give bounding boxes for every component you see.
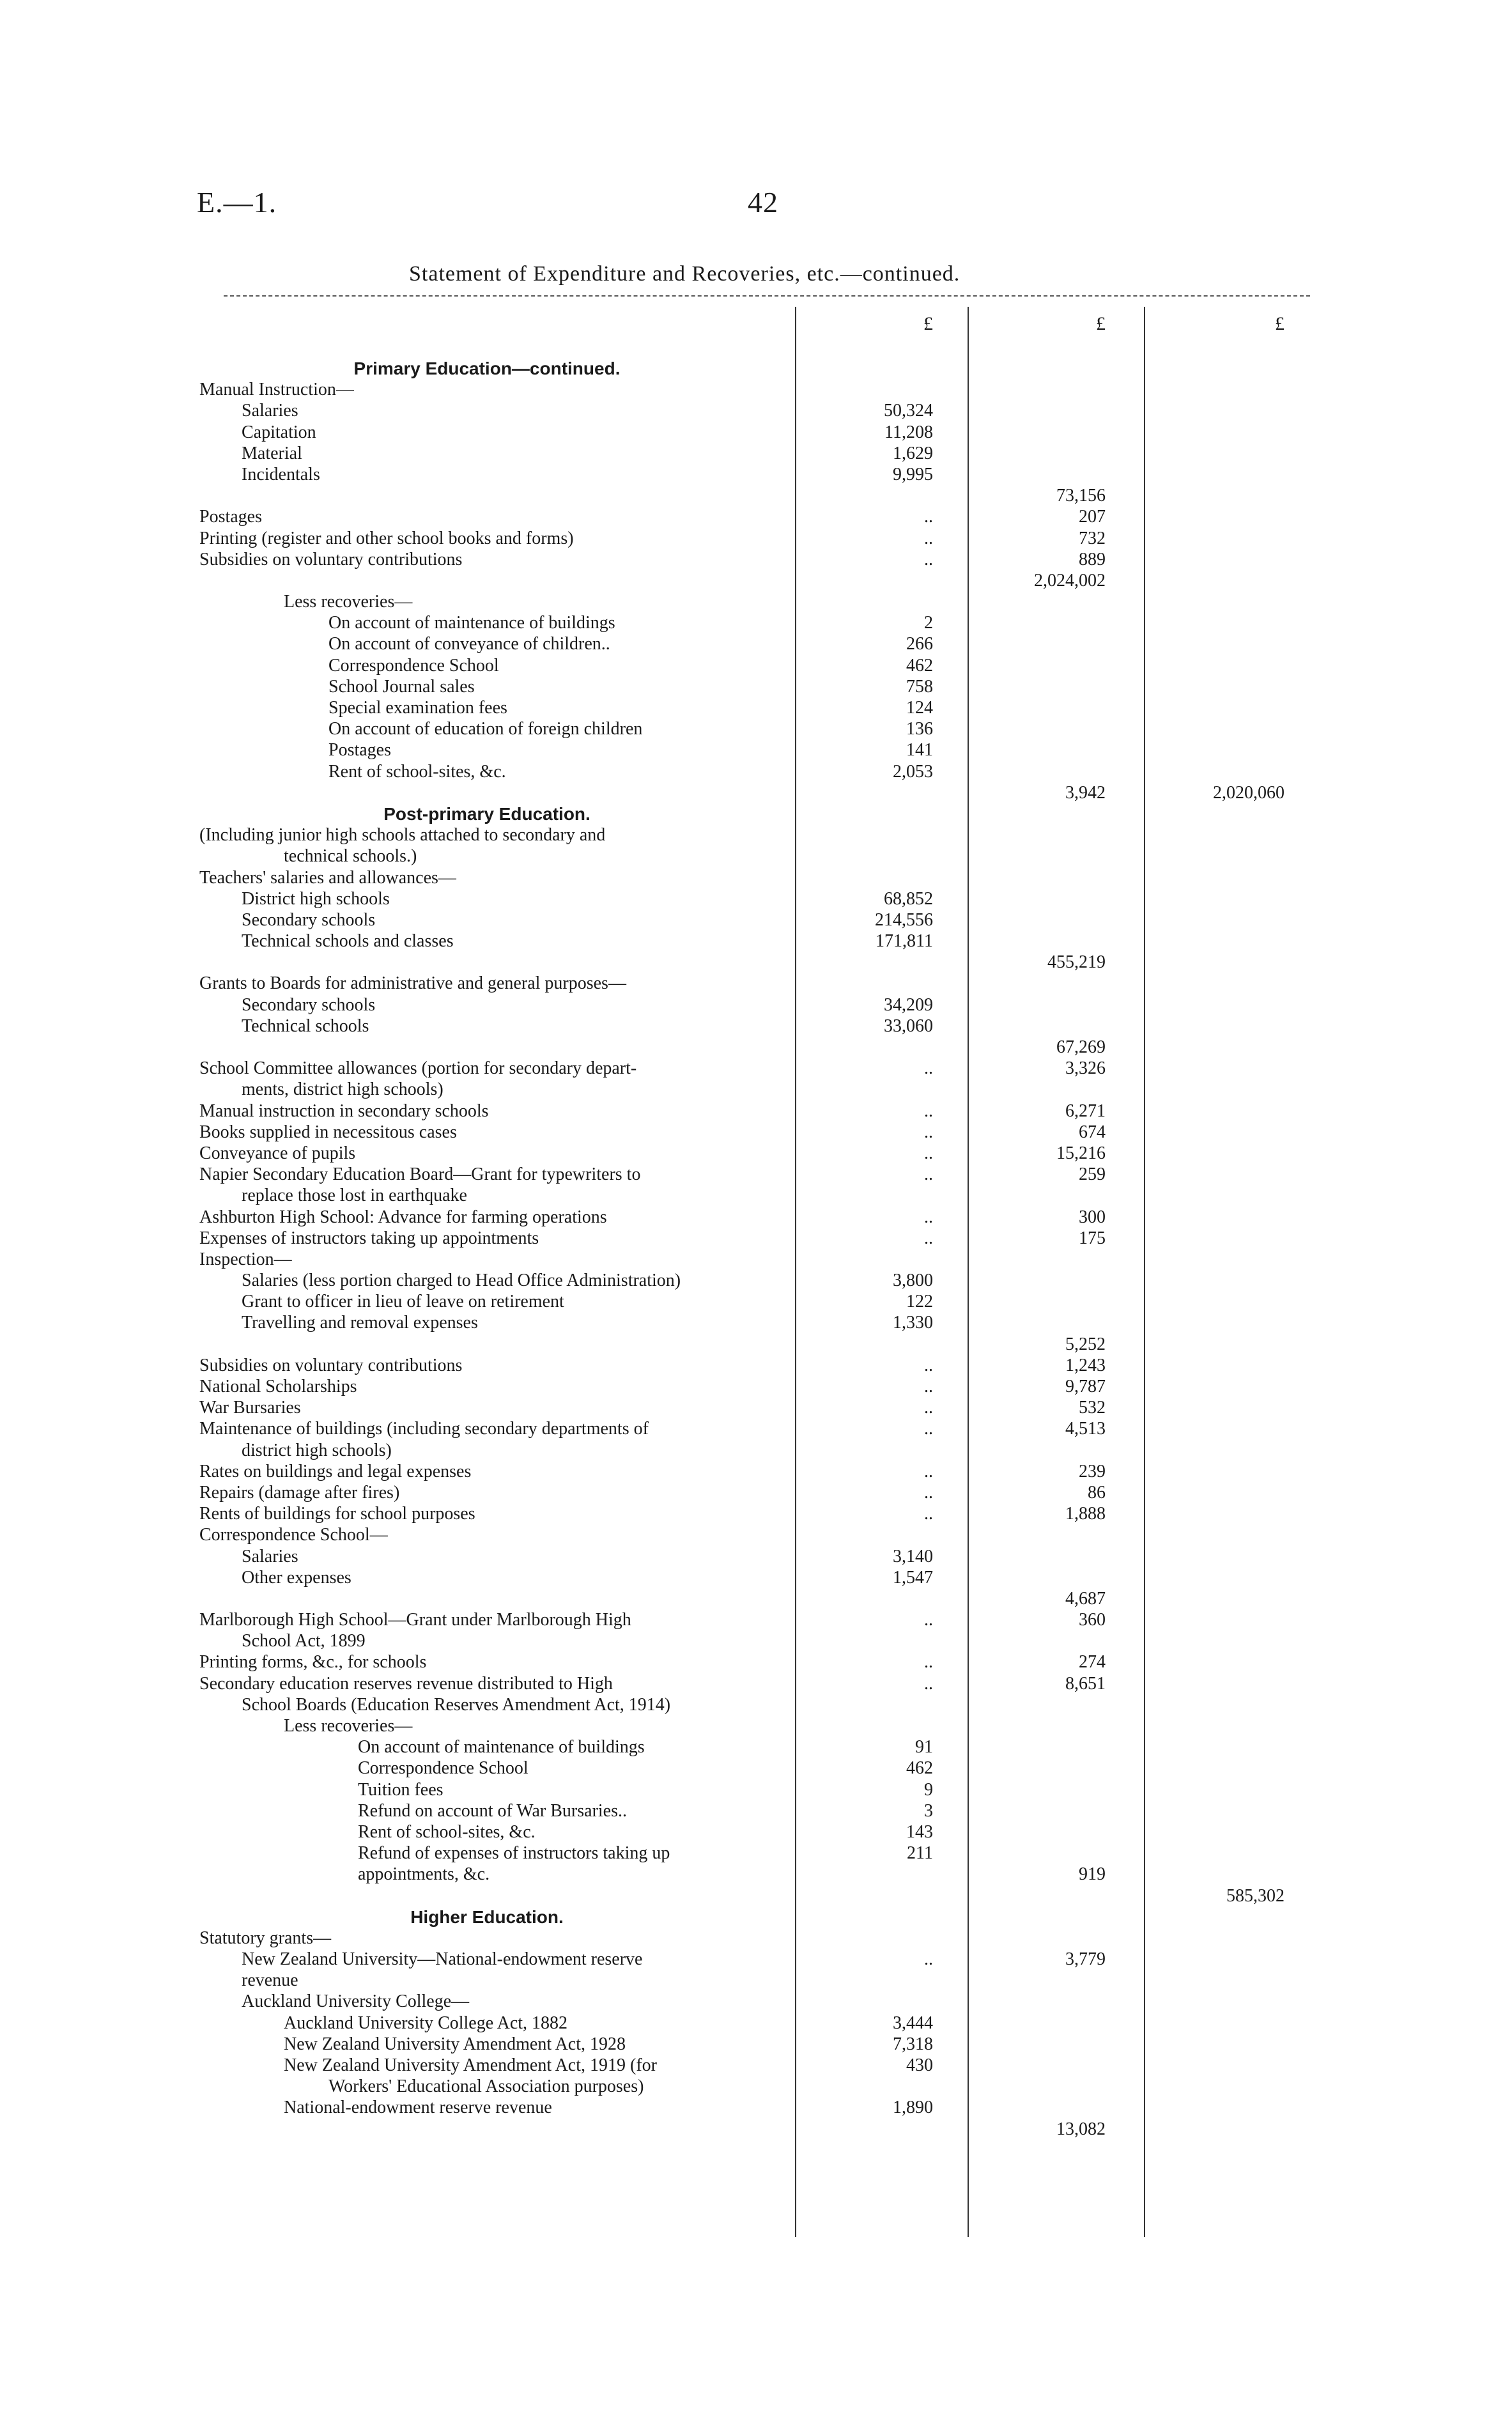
amount-c1: .. [924, 1228, 933, 1248]
row-label: Subsidies on voluntary contributions [199, 1355, 463, 1375]
table-row [0, 1736, 1512, 1758]
row-label: Rent of school-sites, &c. [358, 1821, 536, 1842]
amount-c2: 300 [1079, 1207, 1106, 1227]
amount-c1: 171,811 [876, 931, 933, 952]
amount-c1: .. [924, 1504, 933, 1524]
table-row [0, 909, 1512, 931]
row-label: Workers' Educational Association purposes) [328, 2076, 644, 2097]
amount-c1: .. [924, 1058, 933, 1079]
amount-c2: 674 [1079, 1122, 1106, 1142]
row-label: Less recoveries— [284, 592, 413, 612]
table-row [0, 718, 1512, 739]
section-heading-row [0, 1906, 1512, 1928]
row-label: Salaries [242, 401, 298, 421]
amount-c1: 9 [924, 1779, 933, 1800]
table-row [0, 1503, 1512, 1524]
row-label: Technical schools and classes [242, 931, 454, 952]
row-label: Secondary education reserves revenue distributed to High [199, 1673, 613, 1694]
amount-c1: 2,053 [893, 761, 933, 782]
currency-header-2: £ [1096, 313, 1106, 334]
table-row [0, 1461, 1512, 1482]
table-row [0, 1164, 1512, 1185]
row-label: New Zealand University Amendment Act, 1919 (for [284, 2055, 657, 2075]
table-row [0, 1609, 1512, 1630]
table-row [0, 1270, 1512, 1291]
row-label: revenue [242, 1970, 298, 1991]
amount-c1: .. [924, 1355, 933, 1375]
amount-c1: 141 [906, 740, 933, 761]
amount-c1: 143 [906, 1821, 933, 1842]
table-row [0, 1334, 1512, 1355]
amount-c1: .. [924, 1419, 933, 1439]
table-row [0, 1058, 1512, 1079]
table-row [0, 1397, 1512, 1418]
table-row [0, 443, 1512, 464]
row-label: Special examination fees [328, 698, 507, 718]
amount-c1: 2 [924, 613, 933, 633]
row-label: Books supplied in necessitous cases [199, 1122, 457, 1142]
row-label: Statutory grants— [199, 1928, 332, 1948]
row-label: Technical schools [242, 1016, 369, 1036]
table-row [0, 782, 1512, 803]
amount-c1: 11,208 [884, 422, 933, 442]
amount-c1: 214,556 [875, 909, 933, 930]
section-heading: Post-primary Education. [383, 803, 590, 824]
table-row [0, 1779, 1512, 1800]
amount-c2: 67,269 [1056, 1037, 1106, 1057]
row-label: Manual Instruction— [199, 380, 354, 400]
table-row [0, 1207, 1512, 1228]
amount-c1: 211 [907, 1843, 933, 1864]
table-row [0, 506, 1512, 527]
table-row [0, 1864, 1512, 1885]
table-row [0, 1885, 1512, 1906]
table-row [0, 1567, 1512, 1588]
row-label: Marlborough High School—Grant under Marlborough High [199, 1610, 631, 1630]
amount-c1: 9,995 [893, 464, 933, 484]
amount-c3: 2,020,060 [1213, 782, 1284, 803]
row-label: District high schools [242, 888, 390, 909]
table-row [0, 464, 1512, 485]
row-label: Refund of expenses of instructors taking up [358, 1843, 670, 1864]
table-row [0, 2013, 1512, 2034]
table-row [0, 1928, 1512, 1949]
amount-c1: 136 [906, 719, 933, 739]
table-row [0, 1673, 1512, 1694]
amount-c1: 266 [906, 634, 933, 654]
section-heading-row [0, 803, 1512, 824]
table-row [0, 655, 1512, 676]
table-row [0, 973, 1512, 994]
row-label: Ashburton High School: Advance for farming operations [199, 1207, 607, 1227]
amount-c2: 8,651 [1065, 1673, 1106, 1694]
amount-c1: .. [924, 1610, 933, 1630]
table-row [0, 1482, 1512, 1503]
table-row [0, 1355, 1512, 1376]
row-label: Other expenses [242, 1567, 351, 1588]
amount-c1: .. [924, 1207, 933, 1227]
table-row [0, 528, 1512, 549]
row-label: district high schools) [242, 1440, 392, 1460]
amount-c2: 4,687 [1065, 1588, 1106, 1609]
table-row [0, 1758, 1512, 1779]
row-label: Grants to Boards for administrative and general purposes— [199, 973, 626, 994]
table-row [0, 994, 1512, 1016]
table-row [0, 697, 1512, 718]
table-row [0, 676, 1512, 697]
amount-c1: 34,209 [884, 994, 933, 1015]
row-label: Inspection— [199, 1249, 292, 1269]
amount-c2: 889 [1079, 549, 1106, 569]
row-label: War Bursaries [199, 1398, 301, 1418]
table-row [0, 1970, 1512, 1991]
amount-c1: .. [924, 1482, 933, 1503]
amount-c2: 207 [1079, 507, 1106, 527]
row-label: Repairs (damage after fires) [199, 1482, 400, 1503]
table-row [0, 1016, 1512, 1037]
row-label: Napier Secondary Education Board—Grant for typewriters to [199, 1164, 641, 1185]
amount-c2: 360 [1079, 1610, 1106, 1630]
table-row [0, 1418, 1512, 1439]
amount-c1: 1,330 [893, 1313, 933, 1333]
amount-c2: 175 [1079, 1228, 1106, 1248]
amount-c2: 239 [1079, 1461, 1106, 1481]
amount-c2: 919 [1079, 1864, 1106, 1885]
table-row [0, 1312, 1512, 1333]
amount-c2: 73,156 [1056, 486, 1106, 506]
row-label: On account of maintenance of buildings [328, 613, 615, 633]
amount-c1: 3 [924, 1800, 933, 1821]
amount-c2: 1,243 [1065, 1355, 1106, 1375]
row-label: Printing (register and other school books and forms) [199, 528, 574, 548]
table-row [0, 1651, 1512, 1673]
table-row [0, 1821, 1512, 1843]
amount-c1: .. [924, 1164, 933, 1185]
row-label: Salaries [242, 1546, 298, 1566]
table-row [0, 1630, 1512, 1651]
row-label: Expenses of instructors taking up appointments [199, 1228, 539, 1248]
row-label: Correspondence School [358, 1758, 528, 1779]
amount-c1: 3,800 [893, 1271, 933, 1291]
amount-c1: 462 [906, 655, 933, 676]
row-label: School Boards (Education Reserves Amendment Act, 1914) [242, 1694, 671, 1715]
expenditure-table [0, 358, 1512, 2403]
table-row [0, 761, 1512, 782]
row-label: Less recoveries— [284, 1716, 413, 1736]
amount-c1: 50,324 [884, 401, 933, 421]
row-label: New Zealand University—National-endowment reserve [242, 1949, 643, 1970]
amount-c2: 732 [1079, 528, 1106, 548]
row-label: On account of maintenance of buildings [358, 1737, 645, 1758]
amount-c1: 68,852 [884, 888, 933, 909]
row-label: National-endowment reserve revenue [284, 2098, 552, 2118]
amount-c1: 91 [915, 1737, 933, 1758]
amount-c1: .. [924, 528, 933, 548]
amount-c1: 122 [906, 1292, 933, 1312]
row-label: Grant to officer in lieu of leave on retirement [242, 1292, 564, 1312]
amount-c1: .. [924, 1461, 933, 1481]
amount-c1: 758 [906, 676, 933, 697]
document-title: Statement of Expenditure and Recoveries, etc.—continued. [409, 262, 960, 286]
table-row [0, 2034, 1512, 2055]
amount-c1: .. [924, 1398, 933, 1418]
amount-c2: 3,942 [1065, 782, 1106, 803]
row-label: Travelling and removal expenses [242, 1313, 478, 1333]
table-row [0, 1037, 1512, 1058]
table-row [0, 1588, 1512, 1609]
amount-c1: .. [924, 1122, 933, 1142]
amount-c2: 2,024,002 [1034, 570, 1106, 591]
amount-c2: 455,219 [1047, 952, 1106, 973]
row-label: Secondary schools [242, 909, 376, 930]
amount-c1: .. [924, 1673, 933, 1694]
table-row [0, 1185, 1512, 1206]
table-row [0, 1376, 1512, 1397]
table-row [0, 888, 1512, 909]
amount-c2: 3,779 [1065, 1949, 1106, 1970]
amount-c1: .. [924, 1652, 933, 1673]
row-label: New Zealand University Amendment Act, 1928 [284, 2034, 626, 2054]
row-label: National Scholarships [199, 1377, 357, 1396]
currency-header-3: £ [1275, 313, 1284, 334]
row-label: technical schools.) [284, 846, 417, 867]
row-label: Rents of buildings for school purposes [199, 1504, 475, 1524]
table-row [0, 931, 1512, 952]
amount-c2: 6,271 [1065, 1101, 1106, 1121]
table-row [0, 1843, 1512, 1864]
amount-c2: 5,252 [1065, 1334, 1106, 1354]
page-reference: E.—1. [197, 186, 277, 219]
amount-c1: .. [924, 1101, 933, 1121]
amount-c3: 585,302 [1226, 1885, 1284, 1906]
amount-c1: 33,060 [884, 1016, 933, 1036]
table-row [0, 952, 1512, 973]
row-label: Teachers' salaries and allowances— [199, 867, 456, 888]
row-label: Capitation [242, 422, 316, 442]
row-label: Refund on account of War Bursaries.. [358, 1800, 627, 1821]
row-label: Secondary schools [242, 994, 376, 1015]
table-row [0, 400, 1512, 421]
table-row [0, 846, 1512, 867]
page-number: 42 [748, 186, 778, 219]
table-row [0, 1101, 1512, 1122]
amount-c2: 15,216 [1056, 1143, 1106, 1163]
amount-c1: .. [924, 1143, 933, 1163]
table-row [0, 867, 1512, 888]
row-label: Correspondence School— [199, 1525, 388, 1545]
row-label: Rent of school-sites, &c. [328, 761, 506, 782]
currency-header-1: £ [923, 313, 933, 334]
table-row [0, 1291, 1512, 1312]
amount-c1: 3,444 [893, 2013, 933, 2033]
table-row [0, 422, 1512, 443]
row-label: School Committee allowances (portion for secondary depart- [199, 1058, 637, 1079]
section-heading-row [0, 358, 1512, 379]
amount-c2: 86 [1088, 1482, 1106, 1503]
amount-c2: 532 [1079, 1398, 1106, 1418]
row-label: Auckland University College— [242, 1991, 470, 2012]
row-label: Correspondence School [328, 655, 499, 676]
amount-c1: .. [924, 1949, 933, 1970]
table-row [0, 1249, 1512, 1270]
amount-c2: 4,513 [1065, 1419, 1106, 1439]
row-label: Auckland University College Act, 1882 [284, 2013, 568, 2033]
row-label: Maintenance of buildings (including secondary departments of [199, 1419, 649, 1439]
amount-c1: 1,629 [893, 443, 933, 463]
section-heading: Primary Education—continued. [353, 359, 621, 378]
table-row [0, 633, 1512, 654]
amount-c1: 1,547 [893, 1567, 933, 1588]
row-label: Rates on buildings and legal expenses [199, 1461, 472, 1481]
table-row [0, 591, 1512, 612]
amount-c1: 124 [906, 698, 933, 718]
table-row [0, 612, 1512, 633]
row-label: Tuition fees [358, 1779, 444, 1800]
table-row [0, 1143, 1512, 1164]
amount-c2: 274 [1079, 1652, 1106, 1673]
row-label: On account of education of foreign children [328, 719, 643, 739]
table-row [0, 1694, 1512, 1715]
table-row [0, 1228, 1512, 1249]
row-label: appointments, &c. [358, 1864, 490, 1885]
table-row [0, 824, 1512, 846]
table-row [0, 549, 1512, 570]
amount-c1: 3,140 [893, 1546, 933, 1566]
amount-c1: .. [924, 1377, 933, 1396]
amount-c1: 7,318 [893, 2034, 933, 2054]
row-label: Postages [199, 507, 262, 527]
amount-c1: .. [924, 507, 933, 527]
row-label: Manual instruction in secondary schools [199, 1101, 489, 1121]
amount-c1: 1,890 [893, 2098, 933, 2118]
section-heading: Higher Education. [410, 1906, 564, 1927]
table-row [0, 2055, 1512, 2076]
table-row [0, 379, 1512, 400]
table-row [0, 1991, 1512, 2012]
table-row [0, 2097, 1512, 2118]
row-label: ments, district high schools) [242, 1079, 444, 1100]
amount-c2: 259 [1079, 1164, 1106, 1185]
row-label: Subsidies on voluntary contributions [199, 549, 463, 569]
row-label: School Act, 1899 [242, 1631, 366, 1651]
table-row [0, 485, 1512, 506]
table-row [0, 2076, 1512, 2097]
row-label: Salaries (less portion charged to Head Office Administration) [242, 1271, 681, 1291]
amount-c2: 9,787 [1065, 1377, 1106, 1396]
row-label: (Including junior high schools attached to secondary and [199, 825, 606, 846]
table-row [0, 1800, 1512, 1821]
row-label: Incidentals [242, 464, 320, 484]
table-row [0, 1524, 1512, 1545]
amount-c2: 13,082 [1056, 2119, 1106, 2139]
table-row [0, 1546, 1512, 1567]
amount-c2: 1,888 [1065, 1504, 1106, 1524]
row-label: Printing forms, &c., for schools [199, 1652, 427, 1673]
table-row [0, 2119, 1512, 2140]
amount-c1: 430 [906, 2055, 933, 2075]
amount-c1: .. [924, 549, 933, 569]
table-row [0, 1079, 1512, 1100]
table-row [0, 739, 1512, 761]
table-row [0, 1440, 1512, 1461]
amount-c2: 3,326 [1065, 1058, 1106, 1079]
row-label: School Journal sales [328, 676, 475, 697]
table-row [0, 1122, 1512, 1143]
table-row [0, 1949, 1512, 1970]
row-label: Postages [328, 740, 391, 761]
table-row [0, 1715, 1512, 1736]
table-row [0, 570, 1512, 591]
header-rule [224, 295, 1310, 297]
row-label: On account of conveyance of children.. [328, 634, 610, 654]
amount-c1: 462 [906, 1758, 933, 1779]
row-label: Conveyance of pupils [199, 1143, 356, 1163]
row-label: replace those lost in earthquake [242, 1186, 467, 1206]
row-label: Material [242, 443, 302, 463]
